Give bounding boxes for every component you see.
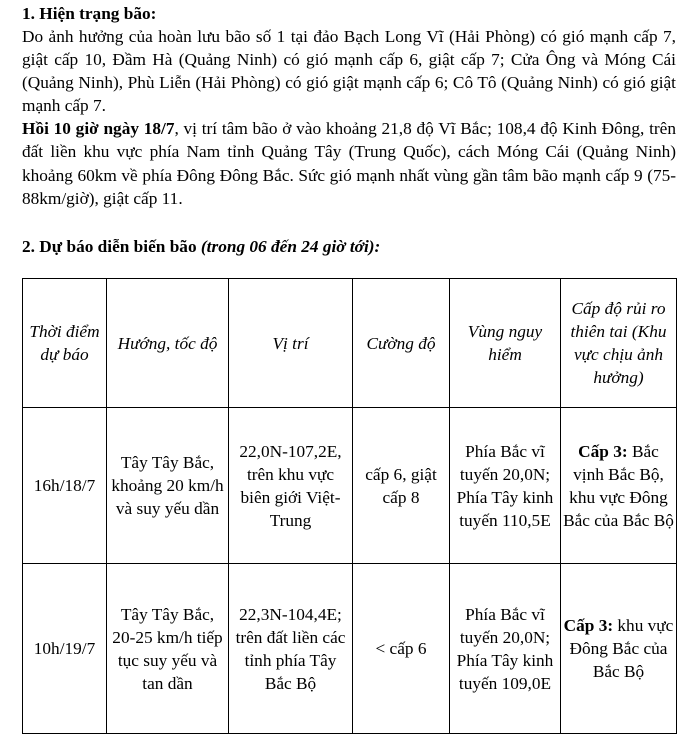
cell-risk-level xyxy=(561,408,677,564)
header-danger-zone: Vùng nguy hiểm xyxy=(450,279,561,408)
table-header-row xyxy=(23,279,677,408)
section2-heading-italic: (trong 06 đến 24 giờ tới): xyxy=(200,236,381,256)
table-row xyxy=(23,564,677,734)
header-intensity: Cường độ xyxy=(353,279,450,408)
risk-level-label: Cấp 3: xyxy=(578,441,628,461)
section2-heading xyxy=(22,235,676,258)
storm-position-text: , vị trí tâm bão ở vào khoảng 21,8 độ Vĩ Bắc; 108,4 độ Kinh Đông, trên đất liền khu vực phía Nam tỉnh Quảng Tây (Trung Quốc), cách Móng Cái (Quảng Ninh) khoảng 60km về phía Đông Đông Bắc. Sức gió mạnh nhất vùng gần tâm bão mạnh cấp 9 (75-88km/giờ), giật cấp 11. xyxy=(22,119,676,208)
header-direction: Hướng, tốc độ xyxy=(107,279,229,408)
report-time-lead: Hồi 10 giờ ngày 18/7 xyxy=(22,119,175,139)
cell-time: 10h/19/7 xyxy=(23,564,107,734)
risk-level-label: Cấp 3: xyxy=(563,616,614,635)
header-time: Thời điểm dự báo xyxy=(23,279,107,408)
cell-danger-zone: Phía Bắc vĩ tuyến 20,0N; Phía Tây kinh tuyến 109,0E xyxy=(450,564,561,734)
cell-danger-zone: Phía Bắc vĩ tuyến 20,0N; Phía Tây kinh tuyến 110,5E xyxy=(450,408,561,564)
storm-position-paragraph xyxy=(22,117,676,209)
cell-intensity: cấp 6, giật cấp 8 xyxy=(353,408,450,564)
section1-heading: 1. Hiện trạng bão: xyxy=(22,4,157,23)
storm-bulletin xyxy=(22,2,676,258)
risk-area-text: Bắc vịnh Bắc Bộ, khu vực Đông Bắc của Bắc Bộ xyxy=(563,441,674,530)
table-row xyxy=(23,408,677,564)
cell-direction: Tây Tây Bắc, 20-25 km/h tiếp tục suy yếu và tan dần xyxy=(107,564,229,734)
cell-risk-level xyxy=(561,564,677,734)
header-risk-level: Cấp độ rủi ro thiên tai (Khu vực chịu ảnh hưởng) xyxy=(561,279,677,408)
risk-area-text: khu vực Đông Bắc của Bắc Bộ xyxy=(569,616,674,681)
cell-direction: Tây Tây Bắc, khoảng 20 km/h và suy yếu dần xyxy=(107,408,229,564)
header-position: Vị trí xyxy=(229,279,353,408)
cell-position: 22,0N-107,2E, trên khu vực biên giới Việt-Trung xyxy=(229,408,353,564)
section2-heading-text: 2. Dự báo diễn biến bão xyxy=(22,236,201,256)
cell-time: 16h/18/7 xyxy=(23,408,107,564)
cell-intensity: < cấp 6 xyxy=(353,564,450,734)
forecast-table xyxy=(22,278,677,734)
cell-position: 22,3N-104,4E; trên đất liền các tỉnh phía Tây Bắc Bộ xyxy=(229,564,353,734)
current-status-paragraph: Do ảnh hưởng của hoàn lưu bão số 1 tại đảo Bạch Long Vĩ (Hải Phòng) có gió mạnh cấp 7, giật cấp 10, Đầm Hà (Quảng Ninh) có gió mạnh cấp 6, giật cấp 7; Cửa Ông và Móng Cái (Quảng Ninh), Phù Liễn (Hải Phòng) có gió giật mạnh cấp 6; Cô Tô (Quảng Ninh) có gió giật mạnh cấp 7. xyxy=(22,27,676,116)
